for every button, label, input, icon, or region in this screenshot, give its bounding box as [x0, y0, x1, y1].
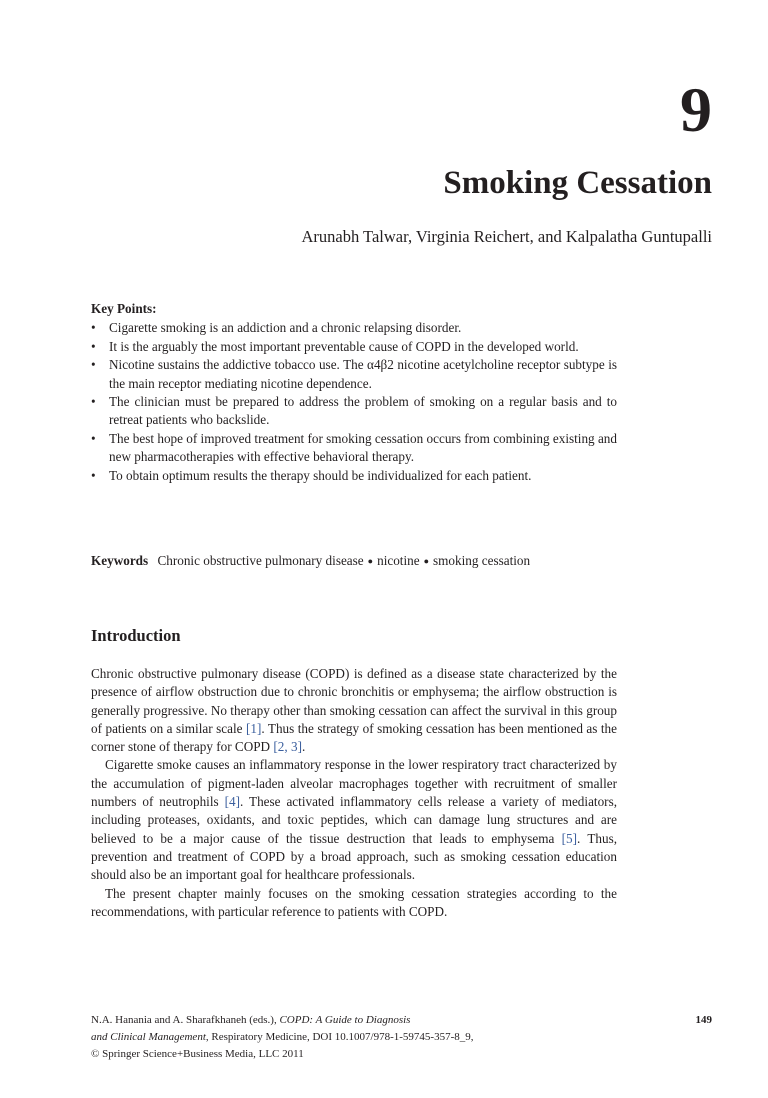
introduction-paragraph-3: The present chapter mainly focuses on the smoking cessation strategies according to the recommendations, with particular reference to patients with COPD. — [91, 885, 617, 919]
footer-book-title: COPD: A Guide to Diagnosis — [279, 1014, 411, 1026]
paragraph-text: . Thus, prevention and treatment of COPD by a broad approach, such as smoking cessation education should also be an important goal for healthcare professionals. — [91, 830, 617, 883]
key-point-item — [91, 393, 617, 430]
footer-book-title: and Clinical Management — [91, 1031, 206, 1043]
bullet-icon: • — [91, 467, 96, 483]
keyword-item: Chronic obstructive pulmonary disease — [157, 553, 364, 568]
paragraph-text: . These activated inflammatory cells release a variety of mediators, including proteases, oxidants, and toxic peptides, which can damage lung structures and are believed to be a major cause of the tissue destruction that leads to emphysema — [91, 794, 618, 846]
keyword-item: smoking cessation — [433, 553, 531, 568]
keyword-separator-icon: ● — [423, 556, 430, 566]
bullet-icon: • — [91, 394, 96, 410]
key-points-box — [91, 300, 617, 485]
key-point-item — [91, 430, 617, 467]
citation-footer — [91, 1012, 521, 1063]
paragraph-text: . Thus the strategy of smoking cessation has been mentioned as the corner stone of therapy for COPD — [91, 720, 618, 755]
key-point-item — [91, 356, 617, 393]
citation-link[interactable]: [5] — [561, 830, 578, 846]
key-points-list — [91, 319, 617, 485]
chapter-number: 9 — [680, 74, 712, 145]
key-point-text: It is the arguably the most important preventable cause of COPD in the developed world. — [109, 338, 579, 354]
keyword-separator-icon: ● — [367, 556, 374, 566]
introduction-paragraph-2 — [91, 756, 617, 884]
footer-doi: , Respiratory Medicine, DOI 10.1007/978-1-59745-357-8_9, — [205, 1031, 474, 1043]
page-number: 149 — [695, 1014, 712, 1026]
paragraph-text: . — [301, 739, 306, 755]
key-point-item — [91, 467, 617, 485]
keywords-label: Keywords — [91, 553, 149, 568]
paragraph-text: Chronic obstructive pulmonary disease (COPD) is defined as a disease state characterized by the presence of airflow obstruction due to chronic bronchitis or emphysema; the airflow obstruction is generally progressive. No therapy other than smoking cessation can affect the survival in this group of patients on a similar scale — [91, 666, 617, 736]
introduction-body — [91, 665, 617, 921]
key-point-text: Cigarette smoking is an addiction and a chronic relapsing disorder. — [109, 320, 462, 336]
citation-link[interactable]: [1] — [245, 720, 262, 736]
key-point-text: Nicotine sustains the addictive tobacco use. The α4β2 nicotine acetylcholine receptor subtype is the main receptor mediating nicotine dependence. — [109, 357, 617, 391]
key-point-text: The best hope of improved treatment for smoking cessation occurs from combining existing and new pharmacotherapies with effective behavioral therapy. — [109, 430, 617, 465]
citation-link[interactable]: [4] — [224, 794, 240, 810]
key-point-text: To obtain optimum results the therapy should be individualized for each patient. — [109, 467, 532, 483]
chapter-authors: Arunabh Talwar, Virginia Reichert, and Kalpalatha Guntupalli — [301, 227, 712, 246]
paragraph-text: Cigarette smoke causes an inflammatory response in the lower respiratory tract characterized by the accumulation of pigment-laden alveolar macrophages together with recruitment of smaller numbers of neutrophils — [91, 757, 617, 810]
bullet-icon: • — [91, 357, 96, 373]
introduction-paragraph-1 — [91, 665, 617, 756]
citation-link[interactable]: [2, 3] — [273, 739, 302, 755]
footer-editors: N.A. Hanania and A. Sharafkhaneh (eds.), — [91, 1014, 280, 1026]
footer-line-2 — [91, 1029, 521, 1046]
key-point-item — [91, 338, 617, 356]
key-point-item — [91, 319, 617, 337]
key-point-text: The clinician must be prepared to address the problem of smoking on a regular basis and to retreat patients who backslide. — [109, 394, 617, 428]
keyword-item: nicotine — [377, 553, 420, 568]
introduction-heading: Introduction — [91, 626, 181, 645]
footer-copyright: © Springer Science+Business Media, LLC 2011 — [91, 1048, 304, 1060]
bullet-icon: • — [91, 430, 96, 446]
footer-line-1 — [91, 1012, 521, 1029]
keywords-line — [91, 552, 651, 570]
bullet-icon: • — [91, 320, 96, 336]
bullet-icon: • — [91, 338, 96, 354]
key-points-heading: Key Points: — [91, 301, 157, 316]
chapter-title: Smoking Cessation — [443, 165, 712, 201]
